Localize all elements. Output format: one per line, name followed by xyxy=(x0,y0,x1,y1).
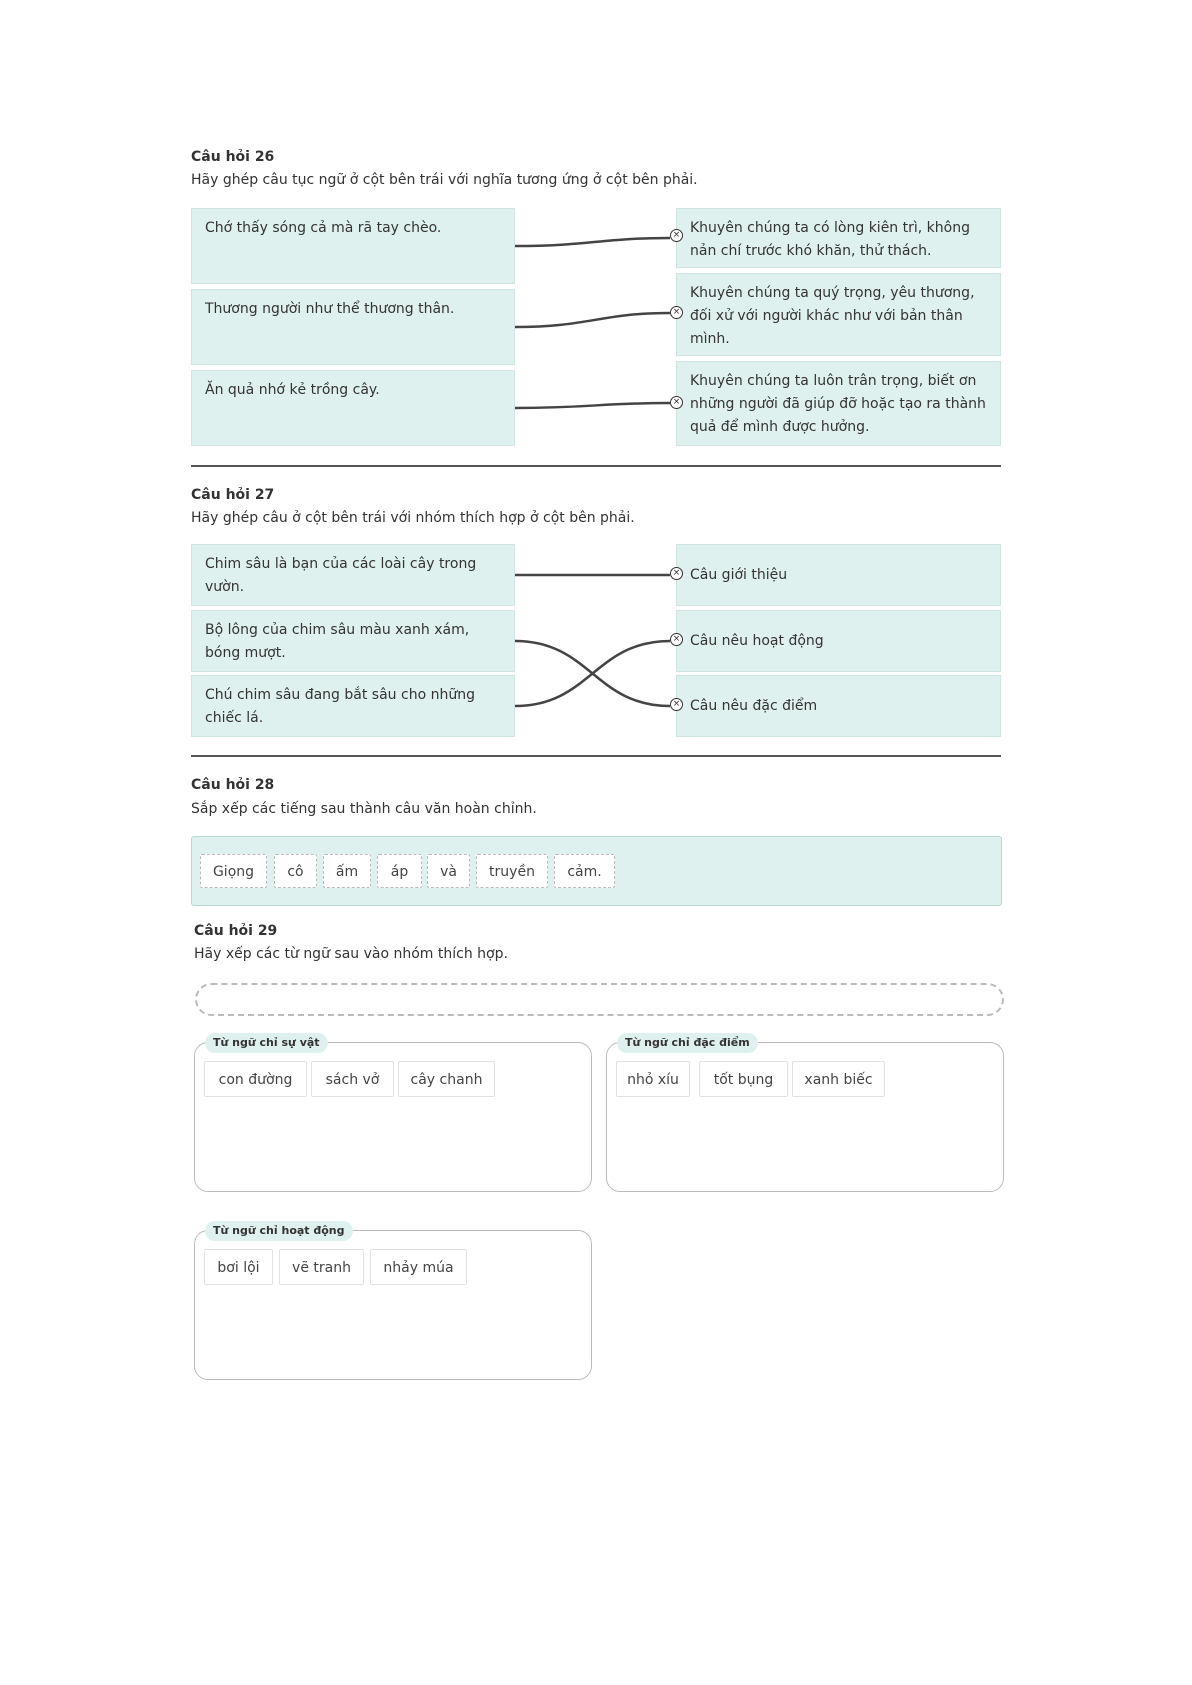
group-label: Từ ngữ chỉ đặc điểm xyxy=(617,1033,758,1053)
q27-right-label: Câu nêu đặc điểm xyxy=(690,697,818,714)
q27-right-item[interactable] xyxy=(676,544,1001,606)
section-divider xyxy=(191,465,1001,467)
x-circle-icon[interactable]: × xyxy=(670,567,683,580)
q27-right-item[interactable] xyxy=(676,675,1001,737)
word-chip[interactable]: áp xyxy=(377,854,422,888)
word-chip[interactable]: cảm. xyxy=(554,854,615,888)
group-word[interactable]: cây chanh xyxy=(398,1061,495,1097)
x-circle-icon[interactable]: × xyxy=(670,698,683,711)
q26-left-item[interactable]: Chớ thấy sóng cả mà rã tay chèo. xyxy=(191,208,515,284)
group-word[interactable]: bơi lội xyxy=(204,1249,273,1285)
word-chip[interactable]: ấm xyxy=(323,854,371,888)
word-chip[interactable]: và xyxy=(427,854,470,888)
q29-title: Câu hỏi 29 xyxy=(194,923,278,939)
word-drop-zone[interactable] xyxy=(195,983,1004,1016)
q26-connector-line xyxy=(515,238,670,246)
q26-right-item[interactable]: Khuyên chúng ta luôn trân trọng, biết ơn những người đã giúp đỡ hoặc tạo ra thành quả để mình được hưởng. xyxy=(676,361,1001,446)
q26-right-item[interactable]: Khuyên chúng ta quý trọng, yêu thương, đối xử với người khác như với bản thân mình. xyxy=(676,273,1001,356)
q27-connector-line xyxy=(515,641,670,706)
q27-right-item[interactable] xyxy=(676,610,1001,672)
x-circle-icon[interactable]: × xyxy=(670,306,683,319)
group-label: Từ ngữ chỉ hoạt động xyxy=(205,1221,353,1241)
group-word[interactable]: nhảy múa xyxy=(370,1249,467,1285)
group-word[interactable]: con đường xyxy=(204,1061,307,1097)
q26-connector-line xyxy=(515,403,670,408)
q26-right-item[interactable]: Khuyên chúng ta có lòng kiên trì, không nản chí trước khó khăn, thử thách. xyxy=(676,208,1001,268)
q27-connector-line xyxy=(515,641,670,706)
x-circle-icon[interactable]: × xyxy=(670,633,683,646)
group-word[interactable]: xanh biếc xyxy=(792,1061,885,1097)
q27-left-item[interactable]: Chim sâu là bạn của các loài cây trong vườn. xyxy=(191,544,515,606)
q26-title: Câu hỏi 26 xyxy=(191,149,275,165)
q27-left-item[interactable]: Bộ lông của chim sâu màu xanh xám, bóng mượt. xyxy=(191,610,515,672)
group-word[interactable]: vẽ tranh xyxy=(279,1249,364,1285)
q27-instruction: Hãy ghép câu ở cột bên trái với nhóm thích hợp ở cột bên phải. xyxy=(191,510,635,526)
word-chip[interactable]: truyền xyxy=(476,854,548,888)
q29-instruction: Hãy xếp các từ ngữ sau vào nhóm thích hợp. xyxy=(194,946,508,962)
q26-connector-line xyxy=(515,313,670,327)
q27-left-item[interactable]: Chú chim sâu đang bắt sâu cho những chiếc lá. xyxy=(191,675,515,737)
q28-title: Câu hỏi 28 xyxy=(191,777,275,793)
q27-right-label: Câu nêu hoạt động xyxy=(690,632,824,649)
x-circle-icon[interactable]: × xyxy=(670,229,683,242)
group-word[interactable]: sách vở xyxy=(311,1061,394,1097)
word-chip[interactable]: Giọng xyxy=(200,854,267,888)
q28-instruction: Sắp xếp các tiếng sau thành câu văn hoàn chỉnh. xyxy=(191,801,537,817)
word-chip[interactable]: cô xyxy=(274,854,317,888)
q26-left-item[interactable]: Thương người như thể thương thân. xyxy=(191,289,515,365)
group-word[interactable]: nhỏ xíu xyxy=(616,1061,690,1097)
q27-right-label: Câu giới thiệu xyxy=(690,566,788,583)
q26-left-item[interactable]: Ăn quả nhớ kẻ trồng cây. xyxy=(191,370,515,446)
section-divider xyxy=(191,755,1001,757)
q26-instruction: Hãy ghép câu tục ngữ ở cột bên trái với nghĩa tương ứng ở cột bên phải. xyxy=(191,172,698,188)
group-label: Từ ngữ chỉ sự vật xyxy=(205,1033,328,1053)
q27-title: Câu hỏi 27 xyxy=(191,487,275,503)
x-circle-icon[interactable]: × xyxy=(670,396,683,409)
group-word[interactable]: tốt bụng xyxy=(699,1061,788,1097)
